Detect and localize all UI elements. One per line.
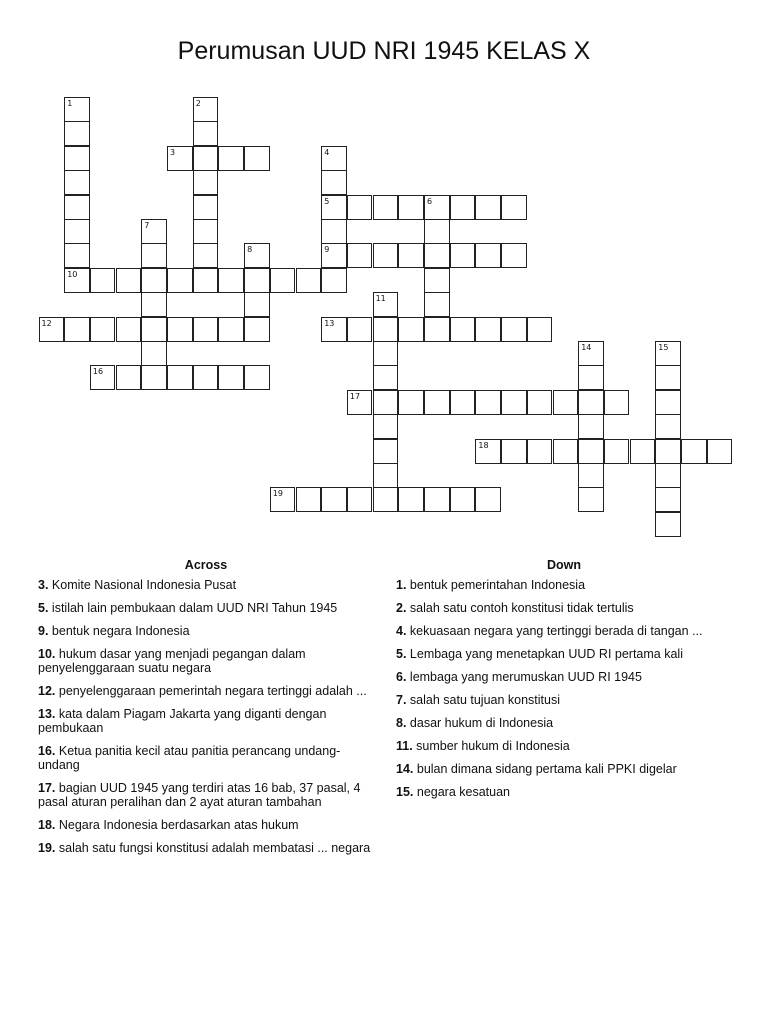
grid-cell[interactable] (64, 195, 90, 220)
cell-number: 17 (349, 391, 361, 401)
down-clues (396, 558, 736, 808)
clue-text: salah satu fungsi konstitusi adalah membatasi ... negara (55, 841, 371, 855)
clue-text: Negara Indonesia berdasarkan atas hukum (55, 818, 299, 832)
grid-cell[interactable] (321, 195, 347, 220)
clue-text: lembaga yang merumuskan UUD RI 1945 (406, 670, 642, 684)
grid-cell[interactable] (450, 317, 476, 342)
grid-cell[interactable] (347, 243, 373, 268)
grid-cell[interactable] (64, 97, 90, 122)
grid-cell[interactable] (141, 317, 167, 342)
grid-cell[interactable] (116, 365, 142, 390)
grid-cell[interactable] (424, 317, 450, 342)
down-clue (396, 693, 736, 707)
grid-cell[interactable] (630, 439, 656, 464)
grid-cell[interactable] (167, 317, 193, 342)
grid-cell[interactable] (681, 439, 707, 464)
grid-cell[interactable] (141, 292, 167, 317)
across-clue (38, 781, 378, 809)
across-heading: Across (184, 558, 228, 572)
grid-cell[interactable] (424, 243, 450, 268)
grid-cell[interactable] (424, 292, 450, 317)
clue-number: 4. (396, 624, 407, 638)
across-clue (38, 578, 378, 592)
clue-text: bentuk pemerintahan Indonesia (406, 578, 586, 592)
across-clue (38, 684, 378, 698)
grid-cell[interactable] (501, 390, 527, 415)
clue-number: 9. (38, 624, 49, 638)
down-clue (396, 716, 736, 730)
clue-text: penyelenggaraan pemerintah negara tertinggi adalah ... (55, 684, 367, 698)
grid-cell[interactable] (64, 317, 90, 342)
grid-cell[interactable] (527, 439, 553, 464)
grid-cell[interactable] (141, 243, 167, 268)
clue-text: Lembaga yang menetapkan UUD RI pertama kali (406, 647, 683, 661)
down-clue (396, 785, 736, 799)
grid-cell[interactable] (90, 365, 116, 390)
grid-cell[interactable] (373, 487, 399, 512)
cell-number: 16 (92, 367, 104, 377)
grid-cell[interactable] (64, 268, 90, 293)
across-clue (38, 744, 378, 772)
grid-cell[interactable] (655, 512, 681, 537)
clue-text: dasar hukum di Indonesia (406, 716, 554, 730)
clue-number: 7. (396, 693, 407, 707)
grid-cell[interactable] (167, 146, 193, 171)
grid-cell[interactable] (655, 414, 681, 439)
grid-cell[interactable] (424, 487, 450, 512)
cell-number: 3 (170, 147, 176, 157)
clue-text: kata dalam Piagam Jakarta yang diganti dengan pembukaan (38, 707, 327, 735)
across-clues (38, 558, 378, 864)
cell-number: 13 (324, 318, 335, 328)
down-clue (396, 601, 736, 615)
cell-number: 9 (324, 245, 330, 255)
grid-cell[interactable] (398, 390, 424, 415)
grid-cell[interactable] (373, 195, 399, 220)
cell-number: 6 (427, 196, 433, 206)
cell-number: 10 (67, 269, 78, 279)
grid-cell[interactable] (244, 146, 270, 171)
grid-cell[interactable] (655, 439, 681, 464)
cell-number: 18 (478, 440, 489, 450)
grid-cell[interactable] (244, 317, 270, 342)
grid-cell[interactable] (193, 268, 219, 293)
clue-text: negara kesatuan (413, 785, 510, 799)
grid-cell[interactable] (321, 317, 347, 342)
grid-cell[interactable] (578, 439, 604, 464)
grid-cell[interactable] (578, 463, 604, 488)
grid-cell[interactable] (347, 195, 373, 220)
grid-cell[interactable] (553, 439, 579, 464)
clue-text: bentuk negara Indonesia (48, 624, 190, 638)
grid-cell[interactable] (218, 268, 244, 293)
grid-cell[interactable] (116, 317, 142, 342)
grid-cell[interactable] (347, 390, 373, 415)
grid-cell[interactable] (141, 268, 167, 293)
grid-cell[interactable] (475, 439, 501, 464)
grid-cell[interactable] (64, 121, 90, 146)
grid-cell[interactable] (475, 243, 501, 268)
grid-cell[interactable] (475, 390, 501, 415)
grid-cell[interactable] (450, 487, 476, 512)
grid-cell[interactable] (373, 439, 399, 464)
cell-number: 15 (658, 343, 669, 352)
grid-cell[interactable] (244, 243, 270, 268)
grid-cell[interactable] (321, 268, 347, 293)
grid-cell[interactable] (398, 195, 424, 220)
grid-cell[interactable] (373, 463, 399, 488)
grid-cell[interactable] (373, 243, 399, 268)
down-clue (396, 578, 736, 592)
cell-number: 19 (272, 489, 283, 499)
grid-cell[interactable] (604, 439, 630, 464)
clue-text: kekuasaan negara yang tertinggi berada di tangan ... (406, 624, 703, 638)
grid-cell[interactable] (193, 243, 219, 268)
clue-text: bulan dimana sidang pertama kali PPKI digelar (413, 762, 677, 776)
grid-cell[interactable] (193, 97, 219, 122)
grid-cell[interactable] (64, 146, 90, 171)
clue-number: 16. (38, 744, 56, 758)
grid-cell[interactable] (373, 341, 399, 366)
grid-cell[interactable] (578, 365, 604, 390)
cell-number: 1 (67, 99, 73, 108)
grid-cell[interactable] (141, 341, 167, 366)
grid-cell[interactable] (167, 268, 193, 293)
grid-cell[interactable] (218, 365, 244, 390)
across-clue (38, 841, 378, 855)
clue-number: 12. (38, 684, 56, 698)
grid-cell[interactable] (424, 390, 450, 415)
grid-cell[interactable] (373, 414, 399, 439)
clue-text: hukum dasar yang menjadi pegangan dalam penyelenggaraan suatu negara (38, 647, 306, 675)
clue-number: 5. (38, 601, 49, 615)
grid-cell[interactable] (527, 390, 553, 415)
grid-cell[interactable] (193, 365, 219, 390)
clue-number: 1. (396, 578, 407, 592)
grid-cell[interactable] (424, 195, 450, 220)
grid-cell[interactable] (347, 317, 373, 342)
down-clue (396, 647, 736, 661)
grid-cell[interactable] (373, 365, 399, 390)
clue-number: 18. (38, 818, 56, 832)
grid-cell[interactable] (475, 487, 501, 512)
grid-cell[interactable] (450, 195, 476, 220)
grid-cell[interactable] (90, 268, 116, 293)
grid-cell[interactable] (398, 487, 424, 512)
clue-text: salah satu tujuan konstitusi (406, 693, 561, 707)
clue-number: 14. (396, 762, 414, 776)
cell-number: 8 (247, 245, 253, 255)
grid-cell[interactable] (450, 390, 476, 415)
grid-cell[interactable] (604, 390, 630, 415)
grid-cell[interactable] (296, 487, 322, 512)
grid-cell[interactable] (193, 317, 219, 342)
grid-cell[interactable] (193, 121, 219, 146)
grid-cell[interactable] (501, 195, 527, 220)
grid-cell[interactable] (655, 487, 681, 512)
grid-cell[interactable] (655, 390, 681, 415)
grid-cell[interactable] (578, 390, 604, 415)
grid-cell[interactable] (244, 268, 270, 293)
down-clue (396, 670, 736, 684)
clue-number: 19. (38, 841, 56, 855)
across-clue-list (38, 578, 378, 855)
grid-cell[interactable] (321, 219, 347, 244)
clue-number: 10. (38, 647, 56, 661)
grid-cell[interactable] (655, 463, 681, 488)
clue-number: 11. (396, 739, 413, 753)
grid-cell[interactable] (398, 243, 424, 268)
grid-cell[interactable] (270, 268, 296, 293)
cell-number: 5 (324, 196, 330, 206)
cell-number: 4 (324, 147, 330, 157)
grid-cell[interactable] (193, 146, 219, 171)
grid-cell[interactable] (193, 219, 219, 244)
clue-number: 5. (396, 647, 407, 661)
cell-number: 7 (144, 221, 150, 230)
grid-cell[interactable] (321, 243, 347, 268)
grid-cell[interactable] (578, 341, 604, 366)
down-clue (396, 624, 736, 638)
grid-cell[interactable] (347, 487, 373, 512)
clue-number: 8. (396, 716, 407, 730)
grid-cell[interactable] (373, 390, 399, 415)
across-clue (38, 707, 378, 735)
grid-cell[interactable] (655, 341, 681, 366)
clue-number: 6. (396, 670, 407, 684)
grid-cell[interactable] (450, 243, 476, 268)
grid-cell[interactable] (501, 317, 527, 342)
down-heading: Down (546, 558, 582, 572)
clue-number: 17. (38, 781, 56, 795)
clue-number: 15. (396, 785, 414, 799)
grid-cell[interactable] (167, 365, 193, 390)
grid-cell[interactable] (501, 439, 527, 464)
grid-cell[interactable] (398, 317, 424, 342)
down-clue (396, 739, 736, 753)
grid-cell[interactable] (218, 146, 244, 171)
cell-number: 2 (195, 99, 201, 108)
grid-cell[interactable] (244, 292, 270, 317)
cell-number: 11 (375, 294, 386, 304)
grid-cell[interactable] (296, 268, 322, 293)
cell-number: 12 (41, 318, 52, 328)
across-clue (38, 624, 378, 638)
grid-cell[interactable] (321, 487, 347, 512)
grid-cell[interactable] (90, 317, 116, 342)
grid-cell[interactable] (578, 414, 604, 439)
grid-cell[interactable] (193, 170, 219, 195)
grid-cell[interactable] (270, 487, 296, 512)
grid-cell[interactable] (501, 243, 527, 268)
grid-cell[interactable] (141, 365, 167, 390)
grid-cell[interactable] (321, 146, 347, 171)
grid-cell[interactable] (64, 170, 90, 195)
cell-number: 14 (581, 343, 592, 352)
clue-text: bagian UUD 1945 yang terdiri atas 16 bab, 37 pasal, 4 pasal aturan peralihan dan 2 ayat aturan tambahan (38, 781, 361, 809)
grid-cell[interactable] (321, 170, 347, 195)
grid-cell[interactable] (244, 365, 270, 390)
grid-cell[interactable] (475, 317, 501, 342)
grid-cell[interactable] (116, 268, 142, 293)
clue-text: Ketua panitia kecil atau panitia perancang undang-undang (38, 744, 341, 772)
down-clue-list (396, 578, 736, 799)
grid-cell[interactable] (707, 439, 733, 464)
grid-cell[interactable] (193, 195, 219, 220)
grid-cell[interactable] (64, 219, 90, 244)
clue-number: 13. (38, 707, 56, 721)
grid-cell[interactable] (655, 365, 681, 390)
puzzle-title: Perumusan UUD NRI 1945 KELAS X (177, 37, 591, 65)
across-clue (38, 647, 378, 675)
down-clue (396, 762, 736, 776)
grid-cell[interactable] (39, 317, 65, 342)
grid-cell[interactable] (424, 268, 450, 293)
grid-cell[interactable] (373, 317, 399, 342)
grid-cell[interactable] (553, 390, 579, 415)
grid-cell[interactable] (373, 292, 399, 317)
clue-text: salah satu contoh konstitusi tidak tertulis (406, 601, 634, 615)
grid-cell[interactable] (218, 317, 244, 342)
grid-cell[interactable] (527, 317, 553, 342)
grid-cell[interactable] (475, 195, 501, 220)
clue-number: 3. (38, 578, 49, 592)
clue-text: Komite Nasional Indonesia Pusat (48, 578, 237, 592)
grid-cell[interactable] (64, 243, 90, 268)
across-clue (38, 601, 378, 615)
grid-cell[interactable] (141, 219, 167, 244)
clue-text: istilah lain pembukaan dalam UUD NRI Tahun 1945 (48, 601, 338, 615)
grid-cell[interactable] (578, 487, 604, 512)
clue-text: sumber hukum di Indonesia (412, 739, 570, 753)
grid-cell[interactable] (424, 219, 450, 244)
across-clue (38, 818, 378, 832)
clue-number: 2. (396, 601, 407, 615)
